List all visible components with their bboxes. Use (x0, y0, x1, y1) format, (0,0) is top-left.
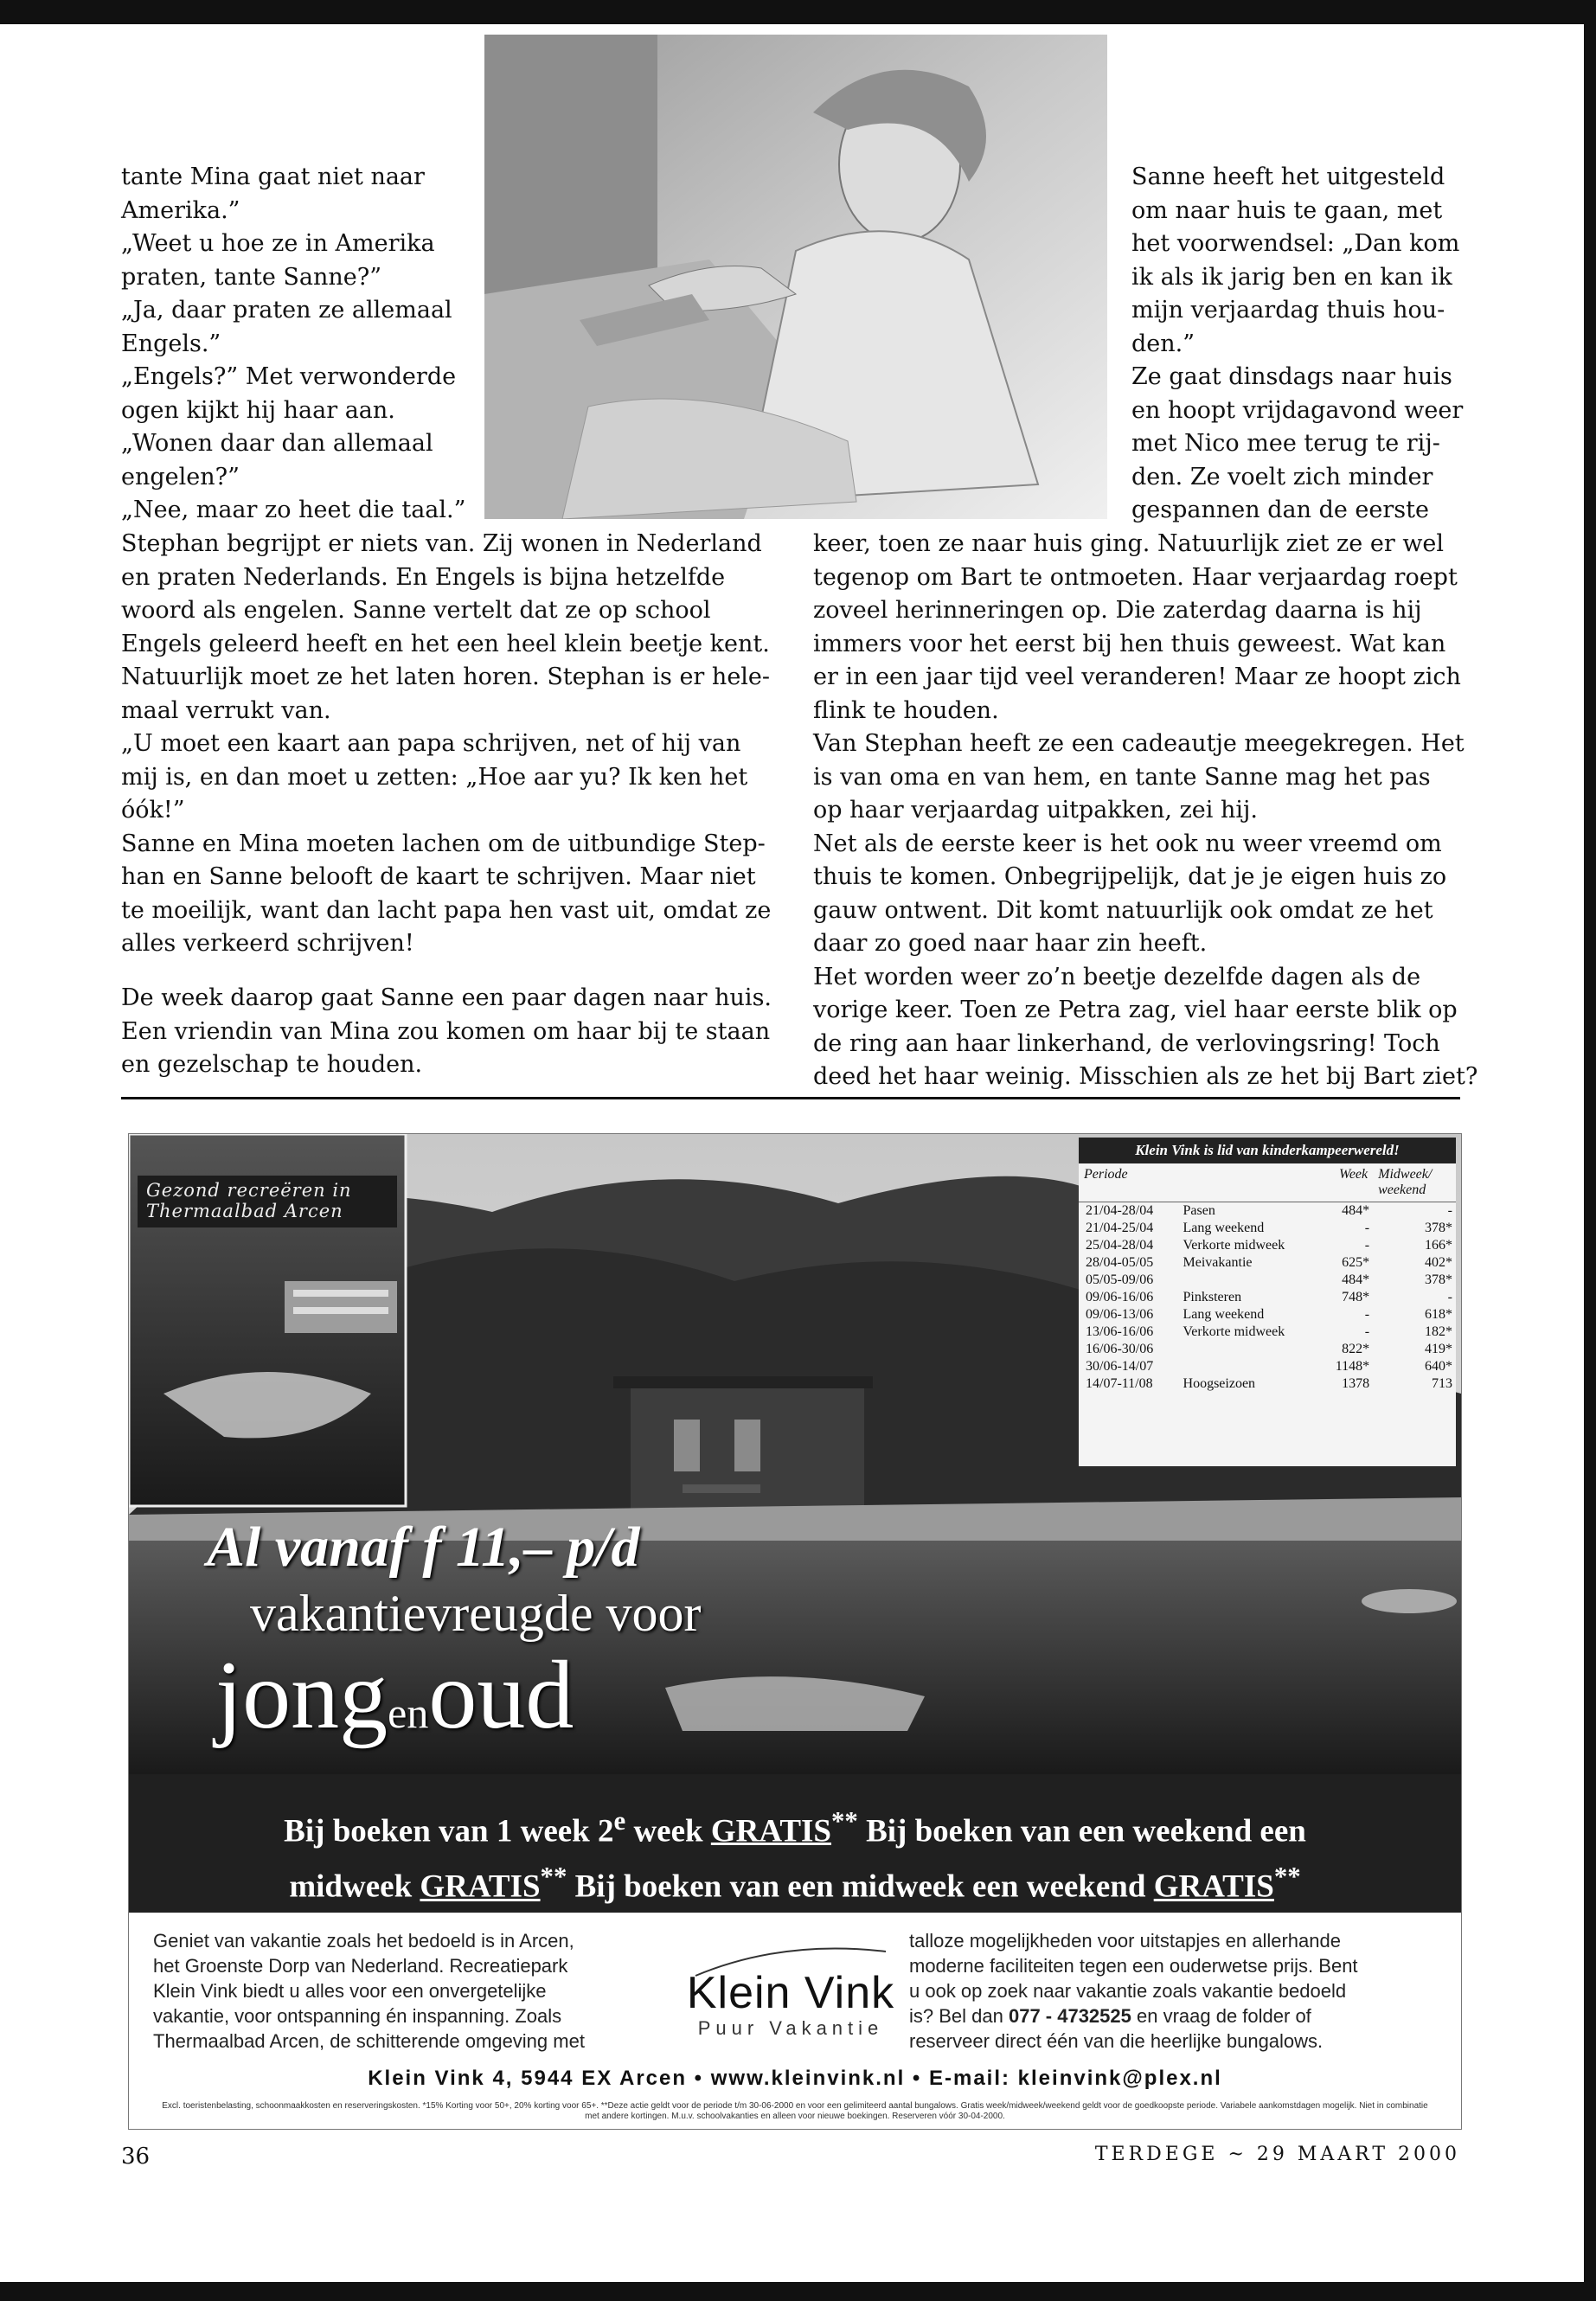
offer-asterisks: ** (540, 1862, 567, 1892)
cell-label: Pinksteren (1183, 1290, 1242, 1304)
running-head: TERDEGE ~ 29 MAART 2000 (1094, 2144, 1460, 2165)
cell-midweek-price: 166* (1425, 1238, 1452, 1253)
article-column-right-top (1131, 161, 1495, 528)
article-text-block: tante Mina gaat niet naar Amerika.” „Weet u hoe ze in Amerika praten, tante Sanne?” „Ja, daar praten ze allemaal Engels.” „Engels?” Met verwonderde ogen kijkt hij haar aan. „Wonen daar dan allemaal engelen?” „Nee, maar zo heet die taal.” (121, 163, 466, 523)
logo-name: Klein Vink (686, 1968, 895, 2018)
slogan-jong-en-oud (215, 1640, 574, 1752)
slogan-oud: oud (428, 1642, 574, 1749)
price-table-header: Klein Vink is lid van kinderkampeerwereld! (1079, 1138, 1456, 1163)
table-row (1079, 1375, 1456, 1393)
cell-period: 28/04-05/05 (1086, 1255, 1154, 1270)
article-text-block: keer, toen ze naar huis ging. Natuurlijk ziet ze er wel tegenop om Bart te ontmoeten. Haar verjaardag roept zoveel herinneringen op. Die zaterdag daarna is hij immers voor het eerst bij hen thuis geweest. Wat kan er in een jaar tijd veel veranderen! Maar ze hoopt zich flink te houden. Van Stephan heeft ze een cadeautje meegekregen. Het is van oma en van hem, en tante Sanne mag het pas op haar verjaardag uitpakken, zei hij. Net als de eerste keer is het ook nu weer vreemd om thuis te komen. Onbegrijpelijk, dat je je eigen huis zo gauw ontwent. Dit komt natuurlijk ook omdat ze het daar zo goed naar haar zin heeft. Het worden weer zo’n beetje dezelfde dagen als de vorige keer. Toen ze Petra zag, viel haar eerste blik op de ring aan haar linkerhand, de verlovingsring! Toch deed het haar weinig. Misschien als ze het bij Bart ziet? (813, 530, 1478, 1090)
offer-band (129, 1774, 1461, 1913)
column-header-midweek: Midweek/ weekend (1373, 1163, 1456, 1202)
offer-superscript: e (613, 1806, 626, 1836)
cell-week-price: - (1364, 1238, 1370, 1253)
cell-week-price: - (1364, 1221, 1370, 1235)
cell-week-price: 748* (1342, 1290, 1370, 1304)
cell-week-price: 484* (1342, 1272, 1370, 1287)
cell-period: 30/06-14/07 (1086, 1359, 1154, 1374)
cell-label: Lang weekend (1183, 1307, 1265, 1322)
inset-label (138, 1176, 397, 1227)
article-text-block: Sanne heeft het uitgesteld om naar huis te gaan, met het voorwendsel: „Dan kom ik als ik jarig ben en kan ik mijn verjaardag thuis hou- den.” Ze gaat dinsdags naar huis en hoopt vrijdagavond weer met Nico mee terug te rij- den. Ze voelt zich minder gespannen dan de eerste (1131, 163, 1464, 523)
table-row (1079, 1202, 1456, 1221)
slogan-line2: vakantievreugde voor (250, 1585, 702, 1642)
slogan-jong: jong (215, 1642, 388, 1749)
column-header-label (1180, 1163, 1320, 1202)
cell-midweek-price: 618* (1425, 1307, 1452, 1322)
cell-period: 16/06-30/06 (1086, 1342, 1154, 1356)
cell-period: 09/06-16/06 (1086, 1290, 1154, 1304)
offer-gratis: GRATIS (420, 1868, 541, 1905)
cell-label (1180, 1341, 1320, 1358)
cell-period: 05/05-09/06 (1086, 1272, 1154, 1287)
page-frame-top (0, 0, 1596, 24)
logo-tagline: Puur Vakantie (697, 2017, 884, 2039)
cell-period: 25/04-28/04 (1086, 1238, 1154, 1253)
article-column-left-top (121, 161, 484, 528)
page-frame-bottom (0, 2282, 1596, 2301)
article-end-rule (121, 1097, 1460, 1099)
cell-label: Hoogseizoen (1183, 1376, 1256, 1391)
offer-text: Bij boeken van een weekend een (857, 1813, 1306, 1849)
inset-label-text: Gezond recreëren in Thermaalbad Arcen (146, 1180, 352, 1221)
cell-week-price: 625* (1342, 1255, 1370, 1270)
offer-text: midweek (289, 1868, 420, 1905)
cell-midweek-price: 713 (1432, 1376, 1452, 1391)
table-row (1079, 1289, 1456, 1306)
klein-vink-logo (678, 1943, 903, 2038)
offer-asterisks: ** (830, 1806, 858, 1836)
phone-number: 077 - 4732525 (1008, 2005, 1131, 2027)
cell-period: 13/06-16/06 (1086, 1324, 1154, 1339)
table-row (1079, 1306, 1456, 1324)
cell-midweek-price: 182* (1425, 1324, 1452, 1339)
cell-midweek-price: - (1447, 1203, 1452, 1218)
page-number: 36 (121, 2144, 151, 2170)
table-row (1079, 1341, 1456, 1358)
ad-body-text: en vraag de folder of reserveer direct één van die heerlijke bungalows. (909, 2005, 1324, 2052)
cell-week-price: 822* (1342, 1342, 1370, 1356)
cell-label (1180, 1272, 1320, 1289)
cell-period: 21/04-25/04 (1086, 1221, 1154, 1235)
price-table (1079, 1163, 1456, 1393)
column-header-periode: Periode (1079, 1163, 1180, 1202)
cell-midweek-price: 640* (1425, 1359, 1452, 1374)
article-column-right-main (813, 528, 1488, 1094)
offer-line-1 (129, 1798, 1461, 1854)
table-row (1079, 1324, 1456, 1341)
table-row (1079, 1272, 1456, 1289)
ad-fine-print: Excl. toeristenbelasting, schoonmaakkosten en reserveringskosten. *15% Korting voor 50+, 20% korting voor 65+. **Deze actie geldt voor de periode t/m 30-06-2000 en voor een gelimiteerd aantal bungalows. Gratis week/midweek/weekend geldt voor de goedkoopste periode. Variabele aankomstdagen mogelijk. Niet in combinatie met andere kortingen. M.u.v. schoolvakanties en alleen voor nieuwe boekingen. Reserveren vóór 30-04-2000. (162, 2101, 1428, 2121)
cell-midweek-price: 378* (1425, 1221, 1452, 1235)
cell-week-price: 1378 (1342, 1376, 1370, 1391)
article-text-block: Stephan begrijpt er niets van. Zij wonen in Nederland en praten Nederlands. En Engels is bijna hetzelfde woord als engelen. Sanne vertelt dat ze op school Engels geleerd heeft en het een heel klein beetje kent. Natuurlijk moet ze het laten horen. Stephan is er hele- maal verrukt van. „U moet een kaart aan papa schrijven, net of hij van mij is, en dan moet u zetten: „Hoe aar yu? Ik ken het óók!” Sanne en Mina moeten lachen om de uitbundige Step- han en Sanne belooft de kaart te schrijven. Maar niet te moeilijk, want dan lacht papa hen vast uit, omdat ze alles verkeerd schrijven! (121, 530, 772, 957)
ad-body-text: talloze mogelijkheden voor uitstapjes en allerhande moderne faciliteiten tegen een ouderwetse prijs. Bent u ook op zoek naar vakantie zoals vakantie bedoeld is? Bel dan (909, 1930, 1358, 2027)
slogan-price: Al vanaf f 11,– p/d (207, 1516, 640, 1579)
table-row (1079, 1237, 1456, 1254)
price-table-box (1079, 1138, 1456, 1466)
offer-text: Bij boeken van een midweek een weekend (567, 1868, 1154, 1905)
cell-week-price: - (1364, 1307, 1370, 1322)
table-row (1079, 1220, 1456, 1237)
offer-text: week (625, 1813, 711, 1849)
slogan-en: en (388, 1689, 429, 1737)
cell-label: Meivakantie (1183, 1255, 1253, 1270)
article-text-block: De week daarop gaat Sanne een paar dagen naar huis. Een vriendin van Mina zou komen om haar bij te staan en gezelschap te houden. (121, 984, 772, 1078)
cell-week-price: 484* (1342, 1203, 1370, 1218)
offer-gratis: GRATIS (710, 1813, 831, 1849)
cell-period: 21/04-28/04 (1086, 1203, 1154, 1218)
ad-contact-line: Klein Vink 4, 5944 EX Arcen • www.kleinvink.nl • E-mail: kleinvink@plex.nl (368, 2067, 1222, 2090)
cell-label: Lang weekend (1183, 1221, 1265, 1235)
cell-week-price: - (1364, 1324, 1370, 1339)
cell-label: Pasen (1183, 1203, 1215, 1218)
article-column-left-main (121, 528, 813, 961)
table-row (1079, 1358, 1456, 1375)
offer-gratis: GRATIS (1153, 1868, 1274, 1905)
advertisement (128, 1133, 1462, 2130)
offer-line-2 (129, 1854, 1461, 1909)
cell-period: 09/06-13/06 (1086, 1307, 1154, 1322)
article-illustration (484, 35, 1107, 519)
cell-period: 14/07-11/08 (1086, 1376, 1153, 1391)
cell-label: Verkorte midweek (1183, 1238, 1285, 1253)
page-frame-right (1584, 0, 1596, 2301)
column-header-week: Week (1320, 1163, 1373, 1202)
cell-midweek-price: 402* (1425, 1255, 1452, 1270)
cell-midweek-price: - (1447, 1290, 1452, 1304)
table-row (1079, 1254, 1456, 1272)
offer-text: Bij boeken van 1 week 2 (284, 1813, 614, 1849)
ad-body-right (909, 1928, 1437, 2054)
cell-label (1180, 1358, 1320, 1375)
cell-week-price: 1148* (1335, 1359, 1370, 1374)
cell-midweek-price: 419* (1425, 1342, 1452, 1356)
cell-label: Verkorte midweek (1183, 1324, 1285, 1339)
ad-body-left: Geniet van vakantie zoals het bedoeld is in Arcen, het Groenste Dorp van Nederland. Recreatiepark Klein Vink biedt u alles voor een onvergetelijke vakantie, voor ontspanning én inspanning. Zoals Thermaalbad Arcen, de schitterende omgeving met (153, 1930, 585, 2052)
cell-midweek-price: 378* (1425, 1272, 1452, 1287)
offer-asterisks: ** (1273, 1862, 1301, 1892)
article-column-left-end (121, 982, 813, 1082)
